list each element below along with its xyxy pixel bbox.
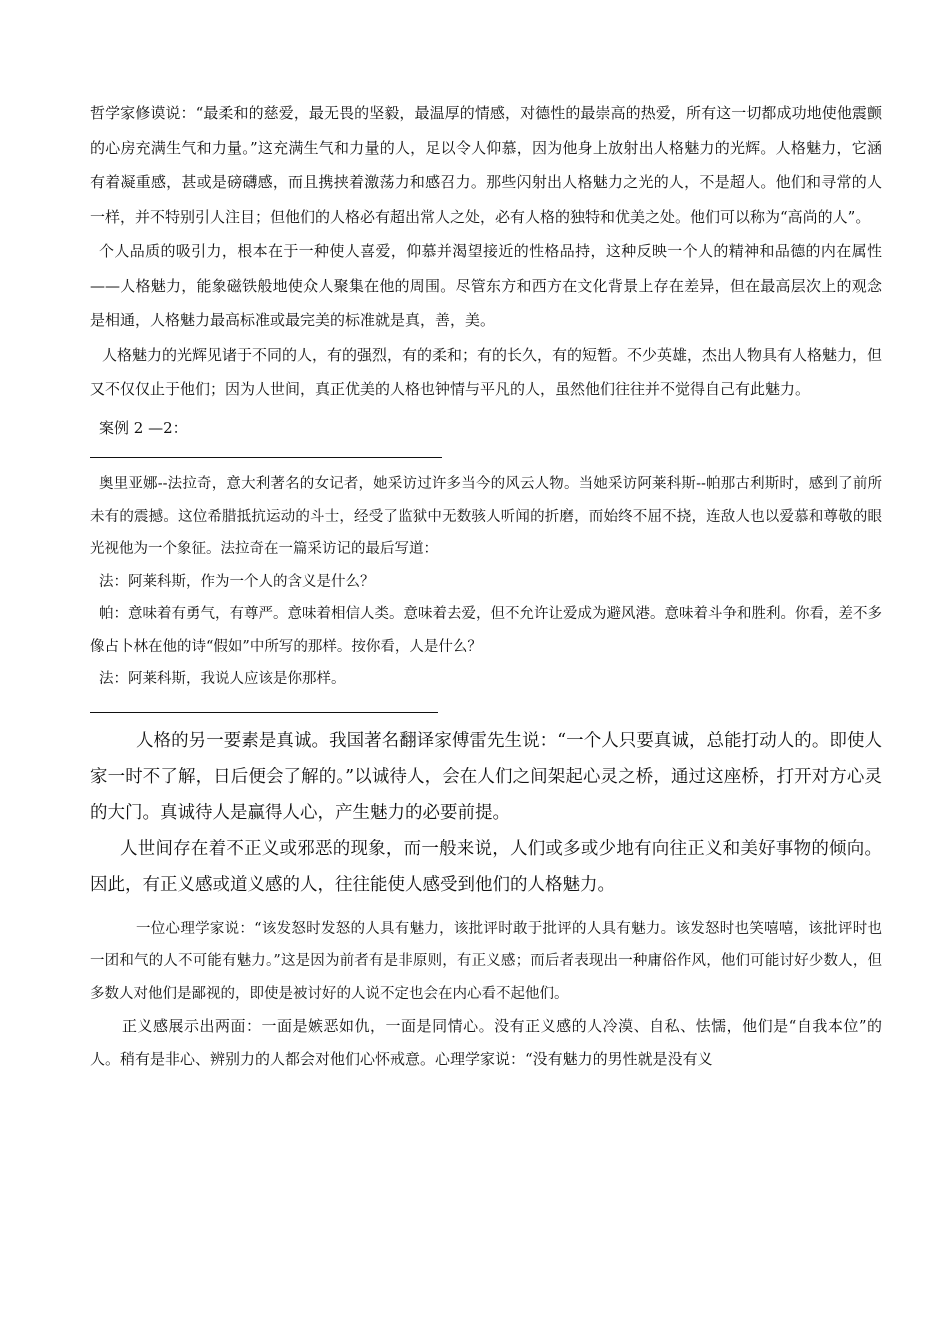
case-intro-paragraph: 奥里亚娜--法拉奇，意大利著名的女记者，她采访过许多当今的风云人物。当她采访阿莱科斯--帕那古利斯时，感到了前所未有的震撼。这位希腊抵抗运动的斗士，经受了监狱中无数骇人听闻的折磨，而始终不屈不挠，连敌人也以爱慕和尊敬的眼光视他为一个象征。法拉奇在一篇采访记的最后写道：	[90, 476, 882, 557]
case-top-divider	[90, 457, 442, 458]
paragraph-sincerity: 人格的另一要素是真诚。我国著名翻译家傅雷先生说：“一个人只要真诚，总能打动人的。即使人家一时不了解，日后便会了解的。”以诚待人，会在人们之间架起心灵之桥，通过这座桥，打开对方心灵的大门。真诚待人是赢得人心，产生魅力的必要前提。	[90, 730, 882, 823]
case-bottom-divider	[90, 712, 438, 713]
paragraph-charisma-radiance: 人格魅力的光辉见诸于不同的人，有的强烈，有的柔和；有的长久，有的短暂。不少英雄，杰出人物具有人格魅力，但又不仅仅止于他们；因为人世间，真正优美的人格也钟情与平凡的人，虽然他们往往并不觉得自己有此魅力。	[90, 345, 883, 398]
case-question-2: 法：阿莱科斯，我说人应该是你那样。	[99, 671, 346, 687]
case-label: 案例 2 —2：	[99, 418, 188, 437]
paragraph-personal-attraction: 个人品质的吸引力，根本在于一种使人喜爱，仰慕并渴望接近的性格品持，这种反映一个人的精神和品德的内在属性——人格魅力，能象磁铁般地使众人聚集在他的周围。尽管东方和西方在文化背景上存在差异，但在最高层次上的观念是相通，人格魅力最高标准或最完美的标准就是真，善，美。	[90, 242, 882, 329]
case-box	[90, 468, 882, 696]
case-answer-1: 帕：意味着有勇气，有尊严。意味着相信人类。意味着去爱，但不允许让爱成为避风港。意味着斗争和胜利。你看，差不多像占卜林在他的诗“假如”中所写的那样。按你看，人是什么？	[90, 606, 882, 655]
paragraph-philosopher-hume: 哲学家修谟说：“最柔和的慈爱，最无畏的坚毅，最温厚的情感，对德性的最崇高的热爱，所有这一切都成功地使他震颤的心房充满生气和力量。”这充满生气和力量的人，足以令人仰慕，因为他身上放射出人格魅力的光辉。人格魅力，它涵有着凝重感，甚或是磅礴感，而且携挟着激荡力和感召力。那些闪射出人格魅力之光的人，不是超人。他们和寻常的人一样，并不特别引人注目；但他们的人格必有超出常人之处，必有人格的独特和优美之处。他们可以称为“高尚的人”。	[90, 104, 882, 226]
case-question-1: 法：阿莱科斯，作为一个人的含义是什么？	[99, 573, 375, 590]
paragraph-justice-two-sides: 正义感展示出两面：一面是嫉恶如仇，一面是同情心。没有正义感的人冷漠、自私、怯懦，他们是“自我本位”的人。稍有是非心、辨别力的人都会对他们心怀戒意。心理学家说：“没有魅力的男性就是没有义	[90, 1017, 882, 1068]
paragraph-justice: 人世间存在着不正义或邪恶的现象，而一般来说，人们或多或少地有向往正义和美好事物的倾向。因此，有正义感或道义感的人，往往能使人感受到他们的人格魅力。	[90, 838, 882, 895]
document-page	[90, 96, 882, 1076]
paragraph-psychologist: 一位心理学家说：“该发怒时发怒的人具有魅力，该批评时敢于批评的人具有魅力。该发怒时也笑嘻嘻，该批评时也一团和气的人不可能有魅力。”这是因为前者有是非原则，有正义感；而后者表现出一种庸俗作风，他们可能讨好少数人，但多数人对他们是鄙视的，即使是被讨好的人说不定也会在内心看不起他们。	[90, 920, 882, 1002]
